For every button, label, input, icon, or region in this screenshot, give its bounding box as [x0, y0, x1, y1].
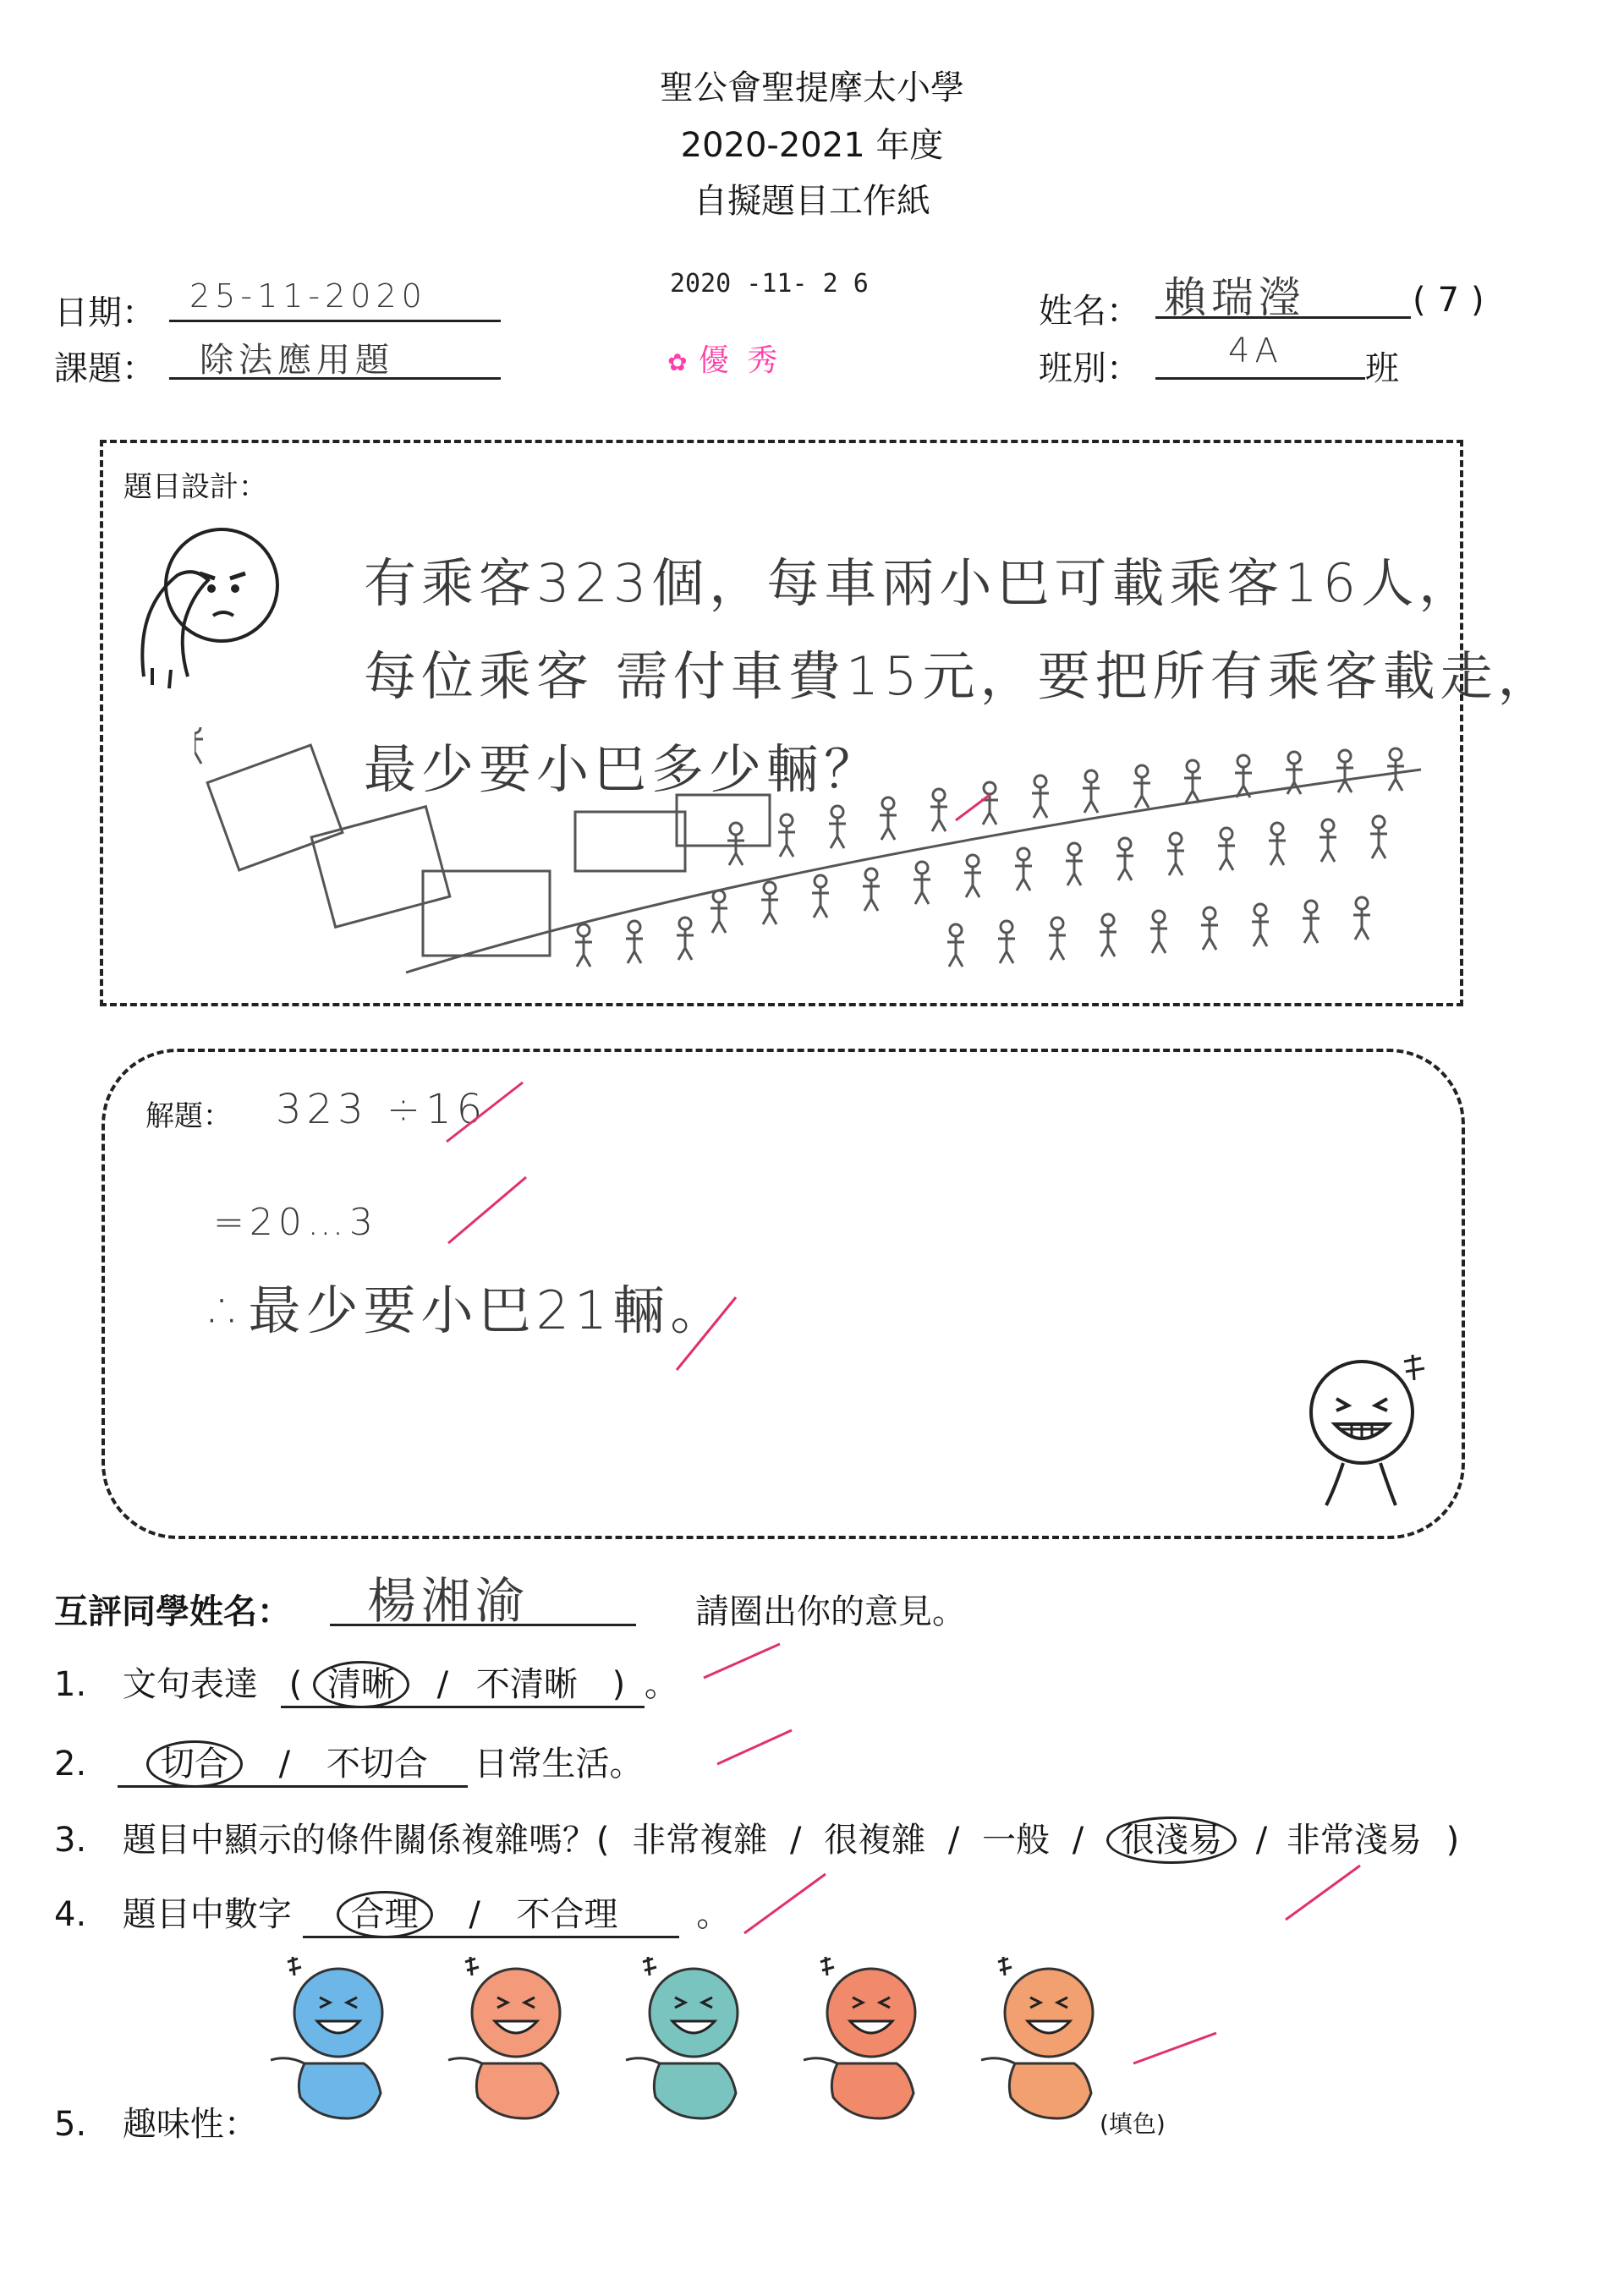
q1-text: 文句表達 — [122, 1665, 258, 1704]
q4-number: 4. — [54, 1895, 87, 1934]
question-3: 3. 題目中顯示的條件關係複雜嗎？( 非常複雜 / 很複雜 / 一般 / 很淺易 / 非常淺易 ) — [54, 1813, 1459, 1861]
flower-icon: ✿ — [668, 343, 687, 378]
question-1: 1. 文句表達 ( 清晰 / 不清晰 ) 。 — [54, 1658, 678, 1706]
class-label: 班別： — [1039, 349, 1140, 388]
q5-number: 5. — [54, 2105, 87, 2144]
question-5 — [54, 2097, 258, 2145]
name-label: 姓名： — [1039, 292, 1140, 331]
question-4: 4. 題目中數字 合理 / 不合理 。 — [54, 1888, 730, 1936]
fun-figure-1 — [271, 1957, 382, 2118]
q3-number: 3. — [54, 1821, 87, 1860]
question-2 — [54, 1737, 644, 1785]
design-label: 題目設計： — [123, 470, 267, 504]
q3-text: 題目中顯示的條件關係複雜嗎？( — [122, 1821, 610, 1860]
solution-label: 解題： — [145, 1099, 232, 1133]
q3-option-average[interactable]: 一般 — [982, 1821, 1051, 1860]
peer-name-field — [330, 1566, 636, 1630]
class-suffix: 班 — [1365, 349, 1399, 388]
q2-options: 切合 / 不切合 — [118, 1745, 468, 1788]
q3-option-very-easy[interactable]: 非常淺易 — [1286, 1821, 1422, 1860]
fun-figure-4 — [804, 1957, 915, 2118]
solution-line-2: =20…3 — [213, 1201, 378, 1244]
topic-value: 除法應用題 — [200, 341, 394, 380]
problem-line-2: 每位乘客 需付車費15元，要把所有乘客載走， — [364, 645, 1555, 707]
fill-color-note: (填色) — [1100, 2110, 1166, 2138]
date-value: 25-11-2020 — [189, 277, 427, 315]
school-year: 2020-2021 年度 — [680, 126, 944, 165]
fun-figure-2 — [448, 1957, 560, 2118]
fun-figure-5 — [981, 1957, 1093, 2118]
q1-number: 1. — [54, 1665, 87, 1704]
worksheet-title: 自擬題目工作紙 — [694, 182, 930, 221]
q4-options: 合理 / 不合理 — [303, 1895, 680, 1938]
solution-line-1: 323 ÷16 — [276, 1086, 488, 1133]
q2-option-relevant[interactable]: 切合 — [146, 1740, 243, 1788]
topic-label: 課題： — [54, 349, 156, 388]
q2-text: 日常生活。 — [474, 1745, 644, 1784]
q1-option-unclear[interactable]: 不清晰 — [475, 1665, 578, 1704]
date-label: 日期： — [54, 293, 156, 332]
q4-option-reasonable[interactable]: 合理 — [337, 1891, 433, 1938]
problem-line-1: 有乘客323個，每車兩小巴可載乘客16人， — [364, 552, 1477, 614]
fun-figure-3 — [626, 1957, 738, 2118]
fun-rating-icons — [271, 1954, 1150, 2140]
q1-options: ( 清晰 / 不清晰 ) — [281, 1665, 645, 1708]
peer-name-value: 楊湘渝 — [367, 1572, 530, 1630]
review-instruction: 請圈出你的意見。 — [695, 1592, 966, 1631]
q1-option-clear[interactable]: 清晰 — [313, 1661, 409, 1708]
q2-option-irrelevant[interactable]: 不切合 — [326, 1745, 428, 1784]
q2-number: 2. — [54, 1745, 87, 1784]
q4-text: 題目中數字 — [122, 1895, 292, 1934]
school-name: 聖公會聖提摩太小學 — [660, 68, 964, 107]
problem-line-3: 最少要小巴多少輛？ — [364, 738, 882, 800]
stamp-date: 2020 -11- 2 6 — [670, 269, 869, 299]
q3-option-complex[interactable]: 很複雜 — [824, 1821, 926, 1860]
student-number: (7) — [1413, 281, 1496, 320]
peer-name-label: 互評同學姓名： — [54, 1592, 291, 1631]
solution-line-3: ∴最少要小巴21輛。 — [210, 1280, 728, 1341]
q5-text: 趣味性： — [122, 2105, 258, 2144]
q4-option-unreasonable[interactable]: 不合理 — [516, 1895, 618, 1934]
class-value: 4A — [1228, 332, 1283, 370]
q3-option-very-complex[interactable]: 非常複雜 — [632, 1821, 768, 1860]
name-value: 賴瑞瀅 — [1164, 273, 1306, 322]
grade-stamp-text: 優 秀 — [698, 343, 778, 378]
q3-option-easy[interactable]: 很淺易 — [1106, 1817, 1237, 1864]
